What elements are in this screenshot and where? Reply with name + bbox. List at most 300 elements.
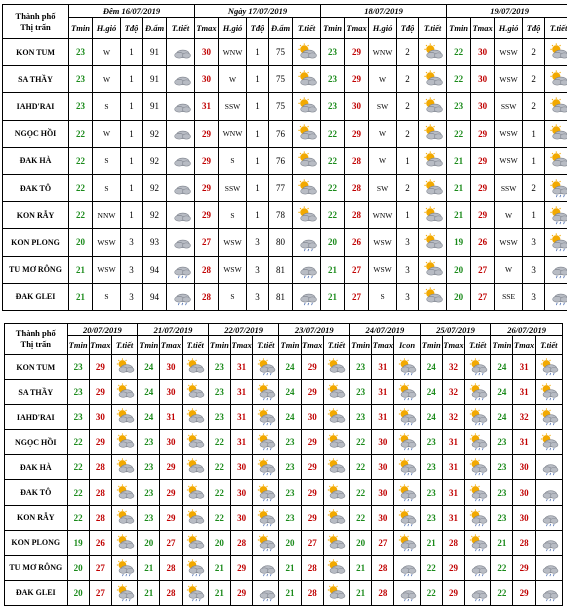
tmin-value: 22 <box>321 202 345 229</box>
sun-cloud-rain-icon <box>465 455 491 480</box>
sun-cloud-icon <box>293 120 321 147</box>
tmin-value: 21 <box>138 555 160 580</box>
wind-direction: W <box>369 66 397 93</box>
tmin-value: 20 <box>67 555 89 580</box>
rain-cloud-icon <box>167 283 195 310</box>
wind-direction: S <box>93 283 121 310</box>
wind-direction: SSW <box>219 93 247 120</box>
sun-cloud-rain-icon <box>465 480 491 505</box>
tmin-value: 23 <box>420 455 442 480</box>
tmin-value: 22 <box>447 120 471 147</box>
tmax-value: 27 <box>345 283 369 310</box>
tmin-value: 23 <box>491 430 513 455</box>
cloud-icon <box>167 229 195 256</box>
tmax-value: 29 <box>301 430 323 455</box>
sun-cloud-rain-icon <box>394 455 420 480</box>
wind-direction: SW <box>369 93 397 120</box>
sun-cloud-rain-icon <box>394 505 420 530</box>
tmax-value: 28 <box>345 202 369 229</box>
wind-speed: 3 <box>523 283 545 310</box>
humidity: 77 <box>269 174 293 201</box>
column-header: Tmin <box>67 336 89 355</box>
tmax-value: 28 <box>89 455 111 480</box>
tmin-value: 22 <box>208 480 230 505</box>
wind-speed: 3 <box>523 256 545 283</box>
sun-cloud-icon <box>419 66 447 93</box>
tmin-value: 22 <box>67 480 89 505</box>
tmax-value: 31 <box>442 455 464 480</box>
tmax-value: 27 <box>160 530 182 555</box>
tmin-value: 20 <box>350 530 372 555</box>
column-header: Tmax <box>301 336 323 355</box>
tmin-value: 20 <box>208 530 230 555</box>
rain-cloud-icon <box>394 580 420 605</box>
tmax-value: 29 <box>513 580 535 605</box>
column-header: H.gió <box>369 18 397 39</box>
tmax-value: 30 <box>513 480 535 505</box>
column-header: Tđộ <box>247 18 269 39</box>
tmax-value: 27 <box>89 580 111 605</box>
tmax-value: 29 <box>160 455 182 480</box>
humidity: 81 <box>269 256 293 283</box>
column-header: Tmax <box>372 336 394 355</box>
tmin-value: 23 <box>69 93 93 120</box>
column-header: H.gió <box>93 18 121 39</box>
table-row <box>5 355 563 380</box>
sun-cloud-icon <box>419 39 447 66</box>
humidity: 94 <box>143 256 167 283</box>
tmax-value: 31 <box>372 405 394 430</box>
wind-speed: 2 <box>523 39 545 66</box>
wind-speed: 1 <box>247 39 269 66</box>
tmax-value: 29 <box>195 147 219 174</box>
wind-speed: 3 <box>121 256 143 283</box>
tmin-value: 22 <box>208 430 230 455</box>
sun-cloud-icon <box>293 93 321 120</box>
column-header: Tmin <box>279 336 301 355</box>
column-header: T.tiết <box>535 336 562 355</box>
tmax-value: 31 <box>372 355 394 380</box>
sun-cloud-icon <box>419 202 447 229</box>
rain-cloud-icon <box>545 283 567 310</box>
tmin-value: 22 <box>321 174 345 201</box>
wind-direction: SSW <box>219 174 247 201</box>
tmax-value: 29 <box>301 380 323 405</box>
wind-direction: W <box>369 147 397 174</box>
sun-cloud-icon <box>419 174 447 201</box>
tmax-value: 27 <box>301 530 323 555</box>
wind-direction: S <box>219 283 247 310</box>
tmax-value: 29 <box>230 555 252 580</box>
city-name: KON TUM <box>3 39 69 66</box>
tmax-value: 30 <box>230 505 252 530</box>
tmin-value: 21 <box>447 174 471 201</box>
sun-cloud-rain-icon <box>535 380 562 405</box>
sun-cloud-rain-icon <box>394 480 420 505</box>
humidity: 92 <box>143 120 167 147</box>
tmax-value: 29 <box>471 174 495 201</box>
tmin-value: 22 <box>491 580 513 605</box>
tmax-value: 31 <box>442 505 464 530</box>
day-header: 20/07/2019 <box>67 324 138 336</box>
sun-cloud-icon <box>419 229 447 256</box>
sun-cloud-icon <box>293 174 321 201</box>
sun-cloud-rain-icon <box>535 355 562 380</box>
tmin-value: 19 <box>447 229 471 256</box>
tmax-value: 30 <box>471 66 495 93</box>
wind-speed: 1 <box>247 202 269 229</box>
column-header: Tmax <box>160 336 182 355</box>
city-name: KON RẪY <box>3 202 69 229</box>
sun-cloud-rain-icon <box>253 530 279 555</box>
wind-speed: 3 <box>397 283 419 310</box>
tmin-value: 22 <box>350 505 372 530</box>
tmax-value: 29 <box>301 355 323 380</box>
column-header: Đ.ẩm <box>269 18 293 39</box>
wind-speed: 1 <box>247 66 269 93</box>
tmax-value: 31 <box>230 405 252 430</box>
tmin-value: 22 <box>491 555 513 580</box>
tmin-value: 20 <box>138 530 160 555</box>
wind-speed: 3 <box>523 229 545 256</box>
tmin-value: 23 <box>208 355 230 380</box>
sun-cloud-icon <box>545 120 567 147</box>
tmax-value: 29 <box>442 580 464 605</box>
wind-speed: 3 <box>121 229 143 256</box>
table-row <box>3 66 567 93</box>
city-name: KON PLONG <box>3 229 69 256</box>
tmin-value: 21 <box>420 530 442 555</box>
column-header: T.tiết <box>182 336 208 355</box>
tmax-value: 29 <box>89 430 111 455</box>
rain-cloud-icon <box>465 555 491 580</box>
sun-cloud-icon <box>182 530 208 555</box>
column-header: T.tiết <box>465 336 491 355</box>
humidity: 80 <box>269 229 293 256</box>
column-header: T.tiết <box>323 336 349 355</box>
tmin-value: 22 <box>67 505 89 530</box>
wind-direction: WSW <box>495 229 523 256</box>
sun-cloud-rain-icon <box>465 380 491 405</box>
tmin-value: 23 <box>350 405 372 430</box>
wind-direction: WSW <box>369 256 397 283</box>
column-header: Tmin <box>138 336 160 355</box>
sun-cloud-rain-icon <box>253 480 279 505</box>
tmax-value: 28 <box>513 530 535 555</box>
tmax-value: 29 <box>471 120 495 147</box>
sun-cloud-rain-icon <box>111 555 137 580</box>
humidity: 92 <box>143 174 167 201</box>
city-name: KON RẪY <box>5 505 68 530</box>
day-header: 21/07/2019 <box>138 324 209 336</box>
tmin-value: 24 <box>138 380 160 405</box>
column-header: Tđộ <box>121 18 143 39</box>
city-name: TU MƠ RÔNG <box>5 555 68 580</box>
column-header: Tđộ <box>397 18 419 39</box>
sun-cloud-icon <box>182 505 208 530</box>
sun-cloud-rain-icon <box>253 455 279 480</box>
tmin-value: 23 <box>279 455 301 480</box>
cloud-icon <box>167 66 195 93</box>
tmin-value: 23 <box>491 480 513 505</box>
tmin-value: 23 <box>420 505 442 530</box>
sun-cloud-icon <box>111 355 137 380</box>
wind-direction: WSW <box>369 229 397 256</box>
tmax-value: 31 <box>230 380 252 405</box>
tmax-value: 30 <box>471 39 495 66</box>
sun-cloud-icon <box>182 455 208 480</box>
sun-cloud-icon <box>111 405 137 430</box>
table-row <box>3 202 567 229</box>
sun-cloud-rain-icon <box>182 580 208 605</box>
humidity: 75 <box>269 93 293 120</box>
tmax-value: 29 <box>195 202 219 229</box>
sun-cloud-icon <box>293 66 321 93</box>
humidity: 76 <box>269 120 293 147</box>
humidity: 75 <box>269 66 293 93</box>
wind-speed: 2 <box>523 66 545 93</box>
wind-direction: WNW <box>219 39 247 66</box>
table-row <box>3 174 567 201</box>
wind-speed: 1 <box>523 202 545 229</box>
sun-cloud-icon <box>419 93 447 120</box>
column-header: T.tiết <box>167 18 195 39</box>
sun-cloud-icon <box>323 455 349 480</box>
city-name: IAHD'RAI <box>3 93 69 120</box>
day-header: 26/07/2019 <box>491 324 563 336</box>
table-row <box>3 229 567 256</box>
tmax-value: 28 <box>230 530 252 555</box>
tmin-value: 23 <box>447 93 471 120</box>
sun-cloud-icon <box>323 530 349 555</box>
rain-cloud-icon <box>535 580 562 605</box>
wind-speed: 1 <box>247 147 269 174</box>
sun-cloud-icon <box>545 39 567 66</box>
rain-cloud-icon <box>167 256 195 283</box>
tmax-value: 30 <box>513 455 535 480</box>
column-header: Tđộ <box>523 18 545 39</box>
sun-cloud-icon <box>545 147 567 174</box>
tmin-value: 21 <box>138 580 160 605</box>
tmin-value: 23 <box>138 430 160 455</box>
tmax-value: 32 <box>442 380 464 405</box>
wind-direction: S <box>93 174 121 201</box>
wind-speed: 1 <box>121 93 143 120</box>
tmax-value: 30 <box>160 355 182 380</box>
column-header: Tmax <box>195 18 219 39</box>
rain-cloud-icon <box>394 555 420 580</box>
tmax-value: 29 <box>513 555 535 580</box>
tmax-value: 26 <box>89 530 111 555</box>
tmax-value: 30 <box>195 39 219 66</box>
city-name: ĐAK HÀ <box>5 455 68 480</box>
tmax-value: 29 <box>195 174 219 201</box>
city-name: KON TUM <box>5 355 68 380</box>
column-header: Tmin <box>321 18 345 39</box>
tmax-value: 28 <box>345 147 369 174</box>
tmin-value: 20 <box>447 256 471 283</box>
table-row <box>3 93 567 120</box>
rain-cloud-icon <box>293 283 321 310</box>
wind-speed: 2 <box>397 174 419 201</box>
wind-speed: 1 <box>523 120 545 147</box>
wind-direction: SSE <box>495 283 523 310</box>
tmax-value: 30 <box>230 455 252 480</box>
tmin-value: 21 <box>69 283 93 310</box>
tmin-value: 22 <box>208 505 230 530</box>
tmax-value: 29 <box>345 39 369 66</box>
tmin-value: 21 <box>350 580 372 605</box>
column-header: Tmax <box>471 18 495 39</box>
day-header: 23/07/2019 <box>279 324 350 336</box>
wind-direction: S <box>93 147 121 174</box>
tmax-value: 30 <box>372 505 394 530</box>
wind-direction: W <box>495 256 523 283</box>
wind-direction: WSW <box>219 229 247 256</box>
wind-speed: 2 <box>397 66 419 93</box>
tmax-value: 28 <box>301 580 323 605</box>
sun-cloud-icon <box>323 430 349 455</box>
wind-speed: 2 <box>397 93 419 120</box>
tmin-value: 21 <box>279 580 301 605</box>
table-row <box>3 120 567 147</box>
humidity: 92 <box>143 202 167 229</box>
wind-speed: 3 <box>397 256 419 283</box>
tmax-value: 30 <box>195 66 219 93</box>
tmin-value: 21 <box>321 256 345 283</box>
tmin-value: 22 <box>350 455 372 480</box>
tmin-value: 23 <box>69 39 93 66</box>
tmax-value: 28 <box>160 555 182 580</box>
sun-cloud-icon <box>182 430 208 455</box>
cloud-icon <box>167 147 195 174</box>
sun-cloud-icon <box>323 580 349 605</box>
tmax-value: 31 <box>195 93 219 120</box>
column-header: T.tiết <box>545 18 567 39</box>
humidity: 81 <box>269 283 293 310</box>
wind-speed: 2 <box>523 174 545 201</box>
sun-cloud-icon <box>182 480 208 505</box>
tmax-value: 30 <box>301 405 323 430</box>
rain-cloud-icon <box>253 580 279 605</box>
city-name: ĐAK GLEI <box>5 580 68 605</box>
sun-cloud-icon <box>419 147 447 174</box>
tmin-value: 20 <box>279 530 301 555</box>
tmin-value: 22 <box>420 580 442 605</box>
tmin-value: 22 <box>321 147 345 174</box>
tmin-value: 22 <box>208 455 230 480</box>
sun-cloud-icon <box>111 480 137 505</box>
sun-cloud-rain-icon <box>465 505 491 530</box>
rain-cloud-icon <box>465 580 491 605</box>
tmin-value: 22 <box>69 202 93 229</box>
tmax-value: 28 <box>442 530 464 555</box>
sun-cloud-icon <box>111 505 137 530</box>
tmin-value: 22 <box>447 39 471 66</box>
rain-cloud-icon <box>535 555 562 580</box>
sun-cloud-rain-icon <box>545 202 567 229</box>
rain-cloud-icon <box>545 256 567 283</box>
column-header: T.tiết <box>111 336 137 355</box>
sun-cloud-icon <box>323 480 349 505</box>
tmax-value: 28 <box>89 480 111 505</box>
wind-direction: WSW <box>93 256 121 283</box>
wind-direction: WNW <box>219 120 247 147</box>
tmin-value: 19 <box>67 530 89 555</box>
tmin-value: 23 <box>321 93 345 120</box>
column-header: Tmax <box>89 336 111 355</box>
column-header: H.gió <box>219 18 247 39</box>
tmin-value: 24 <box>279 380 301 405</box>
sun-cloud-rain-icon <box>465 405 491 430</box>
sun-cloud-icon <box>293 39 321 66</box>
tmax-value: 29 <box>471 202 495 229</box>
tmax-value: 27 <box>195 229 219 256</box>
humidity: 91 <box>143 93 167 120</box>
tmin-value: 23 <box>69 66 93 93</box>
city-name: ĐAK GLEI <box>3 283 69 310</box>
tmin-value: 23 <box>491 455 513 480</box>
sun-cloud-rain-icon <box>465 430 491 455</box>
column-header: Đ.ẩm <box>143 18 167 39</box>
sun-cloud-rain-icon <box>111 580 137 605</box>
wind-direction: WNW <box>369 202 397 229</box>
column-header: Tmax <box>345 18 369 39</box>
column-header: T.tiết <box>253 336 279 355</box>
tmax-value: 26 <box>345 229 369 256</box>
column-header: Tmin <box>69 18 93 39</box>
tmin-value: 22 <box>420 555 442 580</box>
sun-cloud-icon <box>111 530 137 555</box>
tmin-value: 22 <box>69 120 93 147</box>
column-header: Tmin <box>491 336 513 355</box>
table-row <box>5 430 563 455</box>
table-row <box>5 455 563 480</box>
tmax-value: 30 <box>372 480 394 505</box>
tmin-value: 23 <box>138 505 160 530</box>
tmin-value: 24 <box>420 355 442 380</box>
city-name: ĐAK TÔ <box>3 174 69 201</box>
tmax-value: 27 <box>471 256 495 283</box>
tmin-value: 21 <box>491 530 513 555</box>
tmin-value: 24 <box>138 405 160 430</box>
tmin-value: 23 <box>420 430 442 455</box>
sun-cloud-rain-icon <box>182 555 208 580</box>
wind-direction: S <box>93 93 121 120</box>
tmin-value: 22 <box>321 120 345 147</box>
tmax-value: 29 <box>160 505 182 530</box>
wind-direction: WSW <box>495 147 523 174</box>
sun-cloud-icon <box>182 380 208 405</box>
humidity: 93 <box>143 229 167 256</box>
tmin-value: 20 <box>447 283 471 310</box>
wind-speed: 3 <box>247 256 269 283</box>
tmax-value: 29 <box>345 120 369 147</box>
tmin-value: 23 <box>67 405 89 430</box>
city-header: Thành phố Thị trấn <box>3 5 69 39</box>
wind-speed: 3 <box>121 283 143 310</box>
wind-direction: WNW <box>369 39 397 66</box>
tmax-value: 27 <box>89 555 111 580</box>
tmin-value: 22 <box>67 455 89 480</box>
tmax-value: 28 <box>345 174 369 201</box>
wind-speed: 1 <box>121 174 143 201</box>
wind-direction: W <box>93 66 121 93</box>
tmin-value: 20 <box>321 229 345 256</box>
rain-cloud-icon <box>293 229 321 256</box>
sun-cloud-icon <box>419 256 447 283</box>
wind-direction: WSW <box>219 256 247 283</box>
